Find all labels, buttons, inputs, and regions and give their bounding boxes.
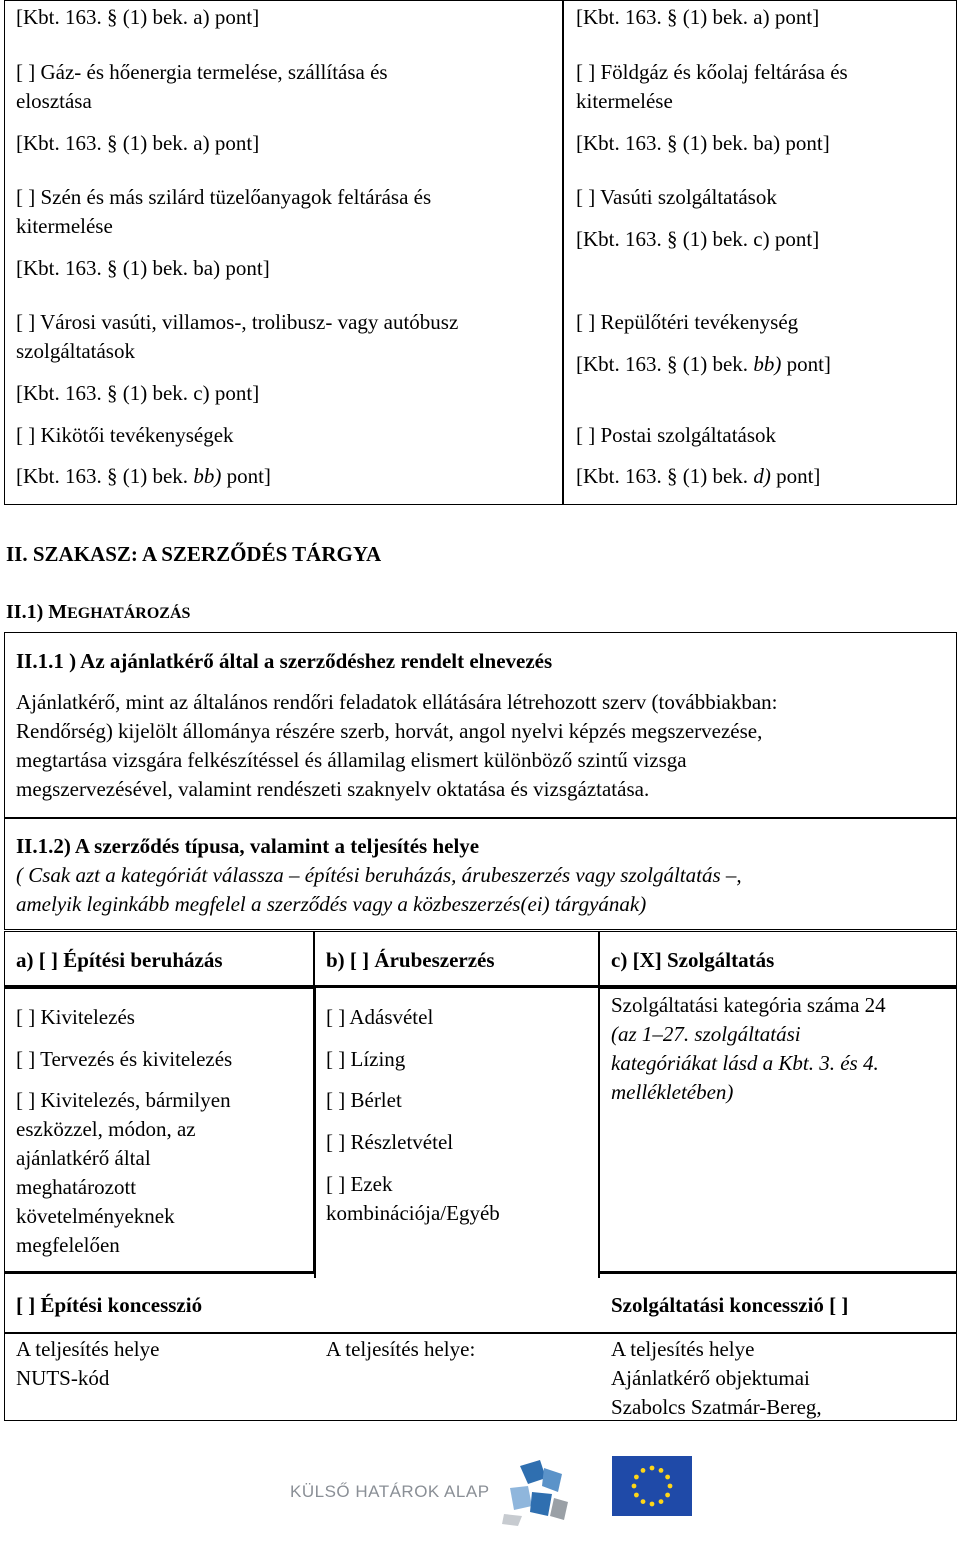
- sector-reference: [16, 462, 271, 491]
- col-c-concession: Szolgáltatási koncesszió [ ]: [611, 1293, 849, 1317]
- col-a-option: [ ] Kivitelezés, bármilyen: [16, 1088, 231, 1112]
- section-subtitle: [6, 598, 190, 628]
- col-b-side-left: [314, 988, 316, 1278]
- sector-option: [ ] Postai szolgáltatások: [576, 423, 777, 447]
- reference-point: d): [753, 464, 771, 488]
- sector-option: [ ] Gáz- és hőenergia termelése, szállítása és: [16, 60, 388, 84]
- col-a-place-line: NUTS-kód: [16, 1366, 110, 1390]
- col-c-note-line: (az 1–27. szolgáltatási: [611, 1022, 801, 1046]
- col-a-option: megfelelően: [16, 1233, 120, 1257]
- reference-point: bb): [753, 352, 782, 376]
- contract-type-note-line: ( Csak azt a kategóriát válassza – építési beruházás, árubeszerzés vagy szolgáltatás –,: [16, 863, 742, 887]
- sector-option: elosztása: [16, 89, 92, 113]
- sector-option: [ ] Vasúti szolgáltatások: [576, 185, 777, 209]
- sector-reference: [Kbt. 163. § (1) bek. c) pont]: [16, 381, 260, 405]
- contract-name-heading: II.1.1 ) Az ajánlatkérő által a szerződéshez rendelt elnevezés: [16, 649, 553, 673]
- contract-name-line: megtartása vizsgára felkészítéssel és államilag elismert különböző szintű vizsga: [16, 748, 687, 772]
- reference-suffix: pont]: [781, 352, 831, 376]
- contract-name-line: Rendőrség) kijelölt állománya részére szerb, horvát, angol nyelvi képzés megszervezése,: [16, 719, 763, 743]
- sector-reference: [Kbt. 163. § (1) bek. ba) pont]: [16, 256, 270, 280]
- kha-logo-text: KÜLSŐ HATÁROK ALAP: [290, 1482, 490, 1501]
- col-b-place-line: A teljesítés helye:: [326, 1337, 476, 1361]
- col-c-place-line: Ajánlatkérő objektumai: [611, 1366, 810, 1390]
- contract-type-note-line: amelyik leginkább megfelel a szerződés vagy a közbeszerzés(ei) tárgyának): [16, 892, 647, 916]
- sector-reference: [Kbt. 163. § (1) bek. ba) pont]: [576, 131, 830, 155]
- col-a-header: a) [ ] Építési beruházás: [16, 948, 223, 972]
- eu-flag: [612, 1456, 692, 1516]
- col-b-option: [ ] Adásvétel: [326, 1005, 434, 1029]
- section-title: II. SZAKASZ: A SZERZŐDÉS TÁRGYA: [6, 542, 382, 566]
- col-a-option: eszközzel, módon, az: [16, 1117, 196, 1141]
- sector-reference: [Kbt. 163. § (1) bek. c) pont]: [576, 227, 820, 251]
- sector-option: [ ] Városi vasúti, villamos-, trolibusz- vagy autóbusz: [16, 310, 459, 334]
- section-subtitle-rest: EGHATÁROZÁS: [67, 605, 191, 622]
- col-c-note-line: mellékletében): [611, 1080, 734, 1104]
- col-b-header: b) [ ] Árubeszerzés: [326, 948, 495, 972]
- contract-name-line: Ajánlatkérő, mint az általános rendőri feladatok ellátására létrehozott szerv (továbbiakban:: [16, 690, 778, 714]
- reference-prefix: [Kbt. 163. § (1) bek.: [576, 352, 754, 376]
- col-a-option: követelményeknek: [16, 1204, 175, 1228]
- sector-table-divider: [562, 0, 564, 505]
- reference-suffix: pont]: [770, 464, 821, 488]
- col-a-concession: [ ] Építési koncesszió: [16, 1293, 203, 1317]
- sector-reference: [Kbt. 163. § (1) bek. a) pont]: [16, 5, 260, 29]
- reference-prefix: [Kbt. 163. § (1) bek.: [16, 464, 194, 488]
- contract-type-heading: II.1.2) A szerződés típusa, valamint a teljesítés helye: [16, 834, 480, 858]
- col-b-option: kombinációja/Egyéb: [326, 1201, 500, 1225]
- sector-reference: [576, 462, 820, 491]
- col-b-option: [ ] Lízing: [326, 1047, 406, 1071]
- reference-suffix: pont]: [221, 464, 271, 488]
- sector-option: kitermelése: [16, 214, 113, 238]
- sector-reference: [576, 350, 831, 379]
- col-c-concession-line: [599, 1332, 957, 1334]
- kha-logo: [290, 1458, 575, 1528]
- sector-reference: [Kbt. 163. § (1) bek. a) pont]: [16, 131, 260, 155]
- sector-option: kitermelése: [576, 89, 673, 113]
- section-subtitle-prefix: II.1) M: [6, 601, 68, 623]
- sector-option: [ ] Kikötői tevékenységek: [16, 423, 234, 447]
- col-a-option: meghatározott: [16, 1175, 137, 1199]
- col-b-option: [ ] Bérlet: [326, 1088, 402, 1112]
- col-a-option: ajánlatkérő által: [16, 1146, 151, 1170]
- col-c-note-line: kategóriákat lásd a Kbt. 3. és 4.: [611, 1051, 879, 1075]
- contract-name-line: megszervezésével, valamint rendészeti szaknyelv oktatása és vizsgáztatása.: [16, 777, 650, 801]
- col-b-option: [ ] Ezek: [326, 1172, 393, 1196]
- sector-option: [ ] Szén és más szilárd tüzelőanyagok feltárása és: [16, 185, 432, 209]
- col-b-place-line: [314, 1332, 599, 1334]
- col-c-category-line: Szolgáltatási kategória száma 24: [611, 993, 886, 1017]
- kha-logo-mark-icon: [500, 1458, 572, 1528]
- col-a-concession-line: [4, 1332, 314, 1334]
- col-a-option: [ ] Tervezés és kivitelezés: [16, 1047, 233, 1071]
- sector-option: [ ] Repülőtéri tevékenység: [576, 310, 799, 334]
- col-c-place-line: A teljesítés helye: [611, 1337, 755, 1361]
- sector-option: szolgáltatások: [16, 339, 135, 363]
- sector-reference: [Kbt. 163. § (1) bek. a) pont]: [576, 5, 820, 29]
- eu-stars-icon: [612, 1456, 692, 1516]
- col-a-place-line: A teljesítés helye: [16, 1337, 160, 1361]
- reference-point: bb): [193, 464, 222, 488]
- col-c-place-line: Szabolcs Szatmár-Bereg,: [611, 1395, 822, 1419]
- col-a-option: [ ] Kivitelezés: [16, 1005, 135, 1029]
- reference-prefix: [Kbt. 163. § (1) bek.: [576, 464, 754, 488]
- col-b-option: [ ] Részletvétel: [326, 1130, 454, 1154]
- col-c-header: c) [X] Szolgáltatás: [611, 948, 775, 972]
- sector-option: [ ] Földgáz és kőolaj feltárása és: [576, 60, 848, 84]
